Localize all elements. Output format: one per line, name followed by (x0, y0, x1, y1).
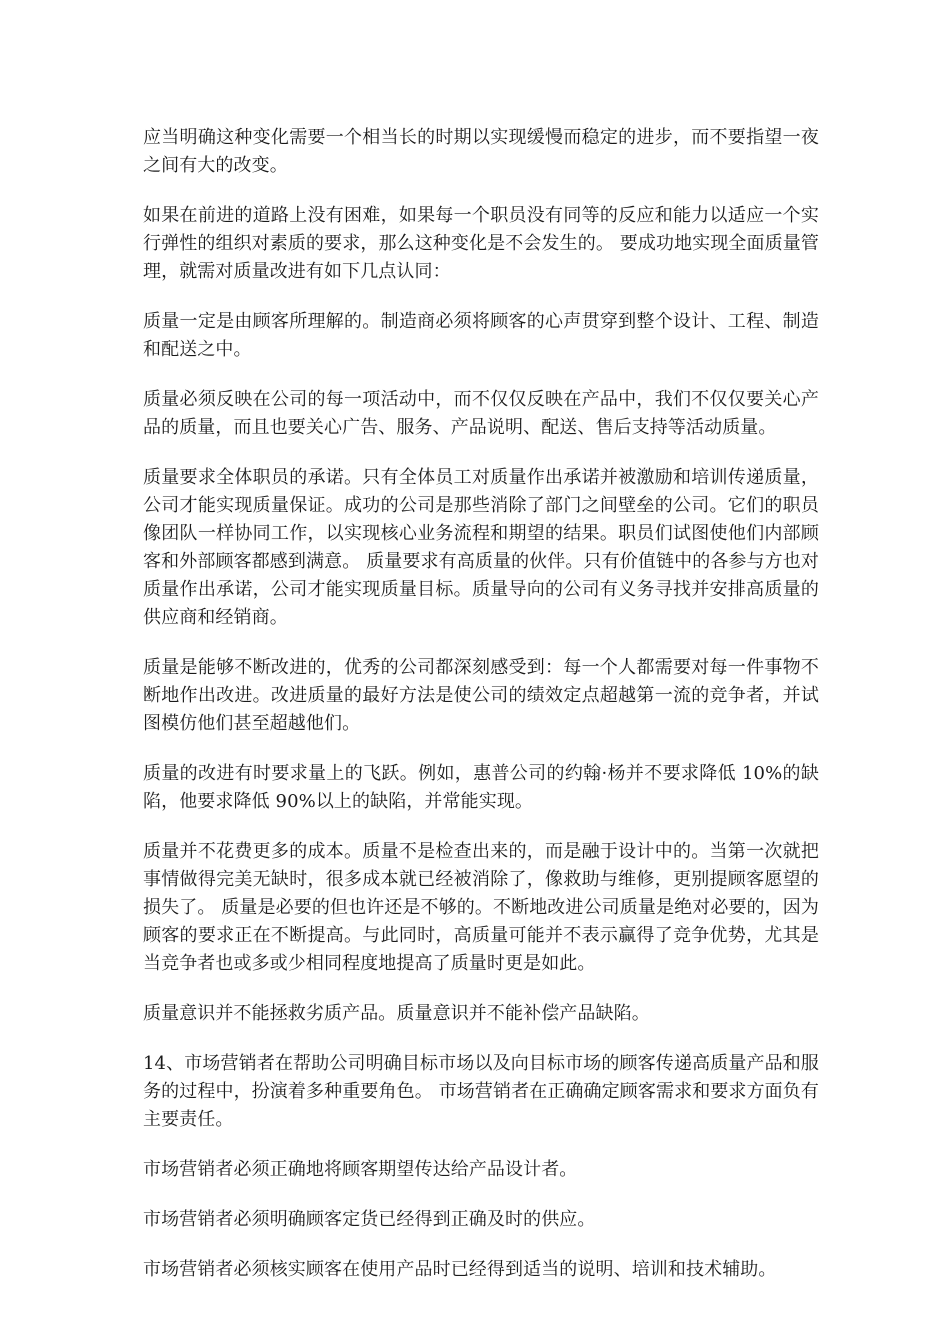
paragraph: 如果在前进的道路上没有困难，如果每一个职员没有同等的反应和能力以适应一个实行弹性的组织对素质的要求，那么这种变化是不会发生的。 要成功地实现全面质量管理，就需对质量改进有如下几点认同： (143, 205, 819, 282)
document-body (143, 124, 819, 1306)
paragraph: 质量并不花费更多的成本。质量不是检查出来的，而是融于设计中的。当第一次就把事情做得完美无缺时，很多成本就已经被消除了，像救助与维修，更别提顾客愿望的损失了。 质量是必要的但也许还是不够的。不断地改进公司质量是绝对必要的，因为顾客的要求正在不断提高。与此同时，高质量可能并不表示赢得了竞争优势，尤其是当竞争者也或多或少相同程度地提高了质量时更是如此。 (143, 841, 819, 974)
paragraph: 质量意识并不能拯救劣质产品。质量意识并不能补偿产品缺陷。 (143, 1003, 650, 1024)
paragraph: 质量必须反映在公司的每一项活动中，而不仅仅反映在产品中，我们不仅仅要关心产品的质量，而且也要关心广告、服务、产品说明、配送、售后支持等活动质量。 (143, 389, 819, 438)
paragraph: 市场营销者必须正确地将顾客期望传达给产品设计者。 (143, 1159, 578, 1180)
paragraph: 市场营销者必须明确顾客定货已经得到正确及时的供应。 (143, 1209, 596, 1230)
paragraph: 市场营销者必须核实顾客在使用产品时已经得到适当的说明、培训和技术辅助。 (143, 1259, 777, 1280)
paragraph: 质量要求全体职员的承诺。只有全体员工对质量作出承诺并被激励和培训传递质量，公司才能实现质量保证。成功的公司是那些消除了部门之间壁垒的公司。它们的职员像团队一样协同工作，以实现核心业务流程和期望的结果。职员们试图使他们内部顾客和外部顾客都感到满意。 质量要求有高质量的伙伴。只有价值链中的各参与方也对质量作出承诺，公司才能实现质量目标。质量导向的公司有义务寻找并安排高质量的供应商和经销商。 (143, 467, 819, 628)
paragraph: 14、市场营销者在帮助公司明确目标市场以及向目标市场的顾客传递高质量产品和服务的过程中，扮演着多种重要角色。 市场营销者在正确确定顾客需求和要求方面负有主要责任。 (143, 1053, 819, 1130)
paragraph: 质量的改进有时要求量上的飞跃。例如，惠普公司的约翰·杨并不要求降低 10%的缺陷，他要求降低 90%以上的缺陷，并常能实现。 (143, 763, 819, 812)
paragraph: 应当明确这种变化需要一个相当长的时期以实现缓慢而稳定的进步，而不要指望一夜之间有大的改变。 (143, 127, 819, 176)
paragraph: 质量一定是由顾客所理解的。制造商必须将顾客的心声贯穿到整个设计、工程、制造和配送之中。 (143, 311, 819, 360)
paragraph: 质量是能够不断改进的，优秀的公司都深刻感受到：每一个人都需要对每一件事物不断地作出改进。改进质量的最好方法是使公司的绩效定点超越第一流的竞争者，并试图模仿他们甚至超越他们。 (143, 657, 819, 734)
